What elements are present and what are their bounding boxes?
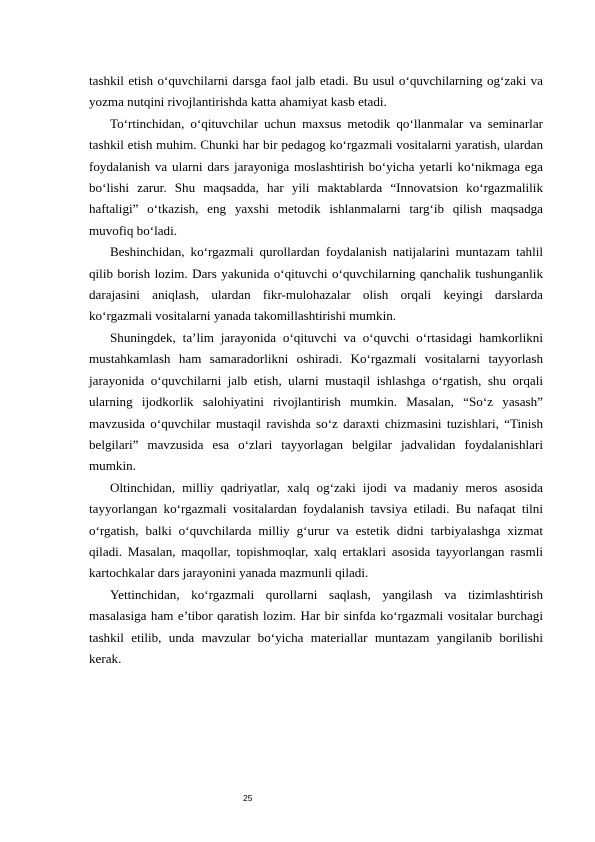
paragraph-seventh-point: Yettinchidan, ko‘rgazmali qurollarni saqlash, yangilash va tizimlashtirish masalasiga ham e’tibor qaratish lozim. Har bir sinfda ko‘rgazmali vositalar burchagi tashkil etilib, unda mavzular bo‘yicha materiallar muntazam yangilanib borilishi kerak. <box>89 586 543 666</box>
paragraph-continuation: tashkil etish o‘quvchilarni darsga faol jalb etadi. Bu usul o‘quvchilarning og‘zaki va yozma nutqini rivojlantirishda katta ahamiyat kasb etadi. <box>89 73 543 110</box>
page-number: 25 <box>243 793 253 803</box>
body-text <box>89 70 543 669</box>
paragraph-fifth-point: Beshinchidan, ko‘rgazmali qurollardan foydalanish natijalarini muntazam tahlil qilib borish lozim. Dars yakunida o‘qituvchi o‘quvchilarning qanchalik tushunganlik darajasini aniqlash, ulardan fikr-mulohazalar olish orqali keyingi darslarda ko‘rgazmali vositalarni yanada takomillashtirishi mumkin. <box>89 244 543 324</box>
paragraph-sixth-point: Oltinchidan, milliy qadriyatlar, xalq og‘zaki ijodi va madaniy meros asosida tayyorlangan ko‘rgazmali vositalardan foydalanish tavsiya etiladi. Bu nafaqat tilni o‘rgatish, balki o‘quvchilarda milliy g‘urur va estetik didni tarbiyalashga xizmat qiladi. Masalan, maqollar, topishmoqlar, xalq ertaklari asosida tayyorlangan rasmli kartochkalar dars jarayonini yanada mazmunli qiladi. <box>89 479 543 581</box>
paragraph-collaboration: Shuningdek, ta’lim jarayonida o‘qituvchi va o‘quvchi o‘rtasidagi hamkorlikni mustahkamlash ham samaradorlikni oshiradi. Ko‘rgazmali vositalarni tayyorlash jarayonida o‘quvchilarni jalb etish, ularni mustaqil ishlashga o‘rgatish, shu orqali ularning ijodkorlik salohiyatini rivojlantirish mumkin. Masalan, “So‘z yasash” mavzusida o‘quvchilar mustaqil ravishda so‘z daraxti chizmasini tuzishlari, “Tinish belgilari” mavzusida esa o‘zlari tayyorlagan belgilar jadvalidan foydalanishlari mumkin. <box>89 329 543 474</box>
paragraph-fourth-point: To‘rtinchidan, o‘qituvchilar uchun maxsus metodik qo‘llanmalar va seminarlar tashkil etish muhim. Chunki har bir pedagog ko‘rgazmali vositalarni yaratish, ulardan foydalanish va ularni dars jarayoniga moslashtirish bo‘yicha yetarli ko‘nikmaga ega bo‘lishi zarur. Shu maqsadda, har yili maktablarda “Innovatsion ko‘rgazmalilik haftaligi” o‘tkazish, eng yaxshi metodik ishlanmalarni targ‘ib qilish maqsadga muvofiq bo‘ladi. <box>89 115 543 238</box>
